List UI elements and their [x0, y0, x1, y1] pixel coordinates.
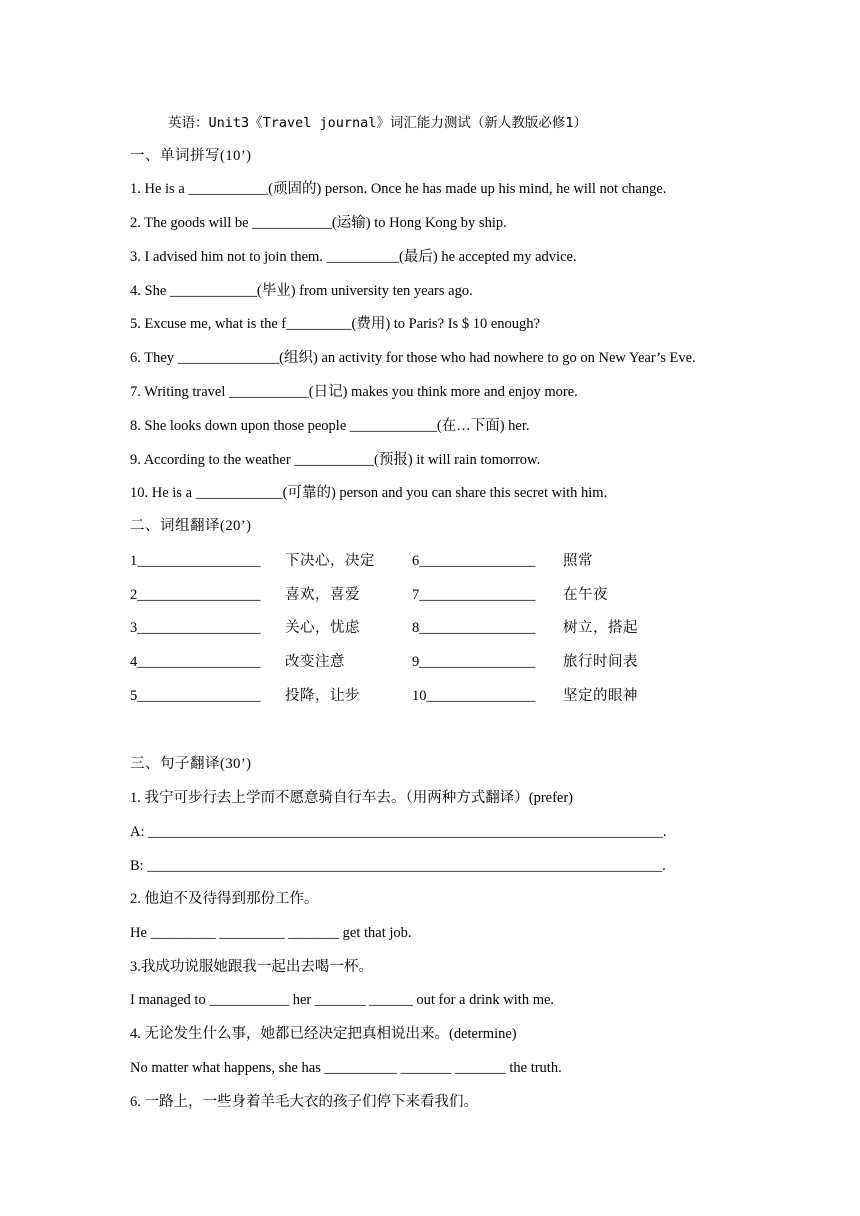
- phrase-meaning-left: 喜欢，喜爱: [285, 587, 360, 603]
- phrase-meaning-left: 关心，忧虑: [285, 620, 360, 636]
- phrase-blank-left: 1_________________: [130, 553, 261, 569]
- answer-line-a: A: _______________________________________________________________________.: [130, 824, 667, 840]
- sentence-answer: He _________ _________ _______ get that job.: [130, 925, 412, 941]
- answer-line-b: B: _______________________________________________________________________.: [130, 858, 666, 874]
- spelling-item: 9. According to the weather ___________(预报) it will rain tomorrow.: [130, 452, 541, 468]
- phrase-meaning-left: 投降，让步: [285, 688, 360, 704]
- phrase-meaning-right: 在午夜: [563, 587, 608, 603]
- sentence-prompt: 6. 一路上，一些身着羊毛大衣的孩子们停下来看我们。: [130, 1094, 478, 1110]
- spelling-item: 5. Excuse me, what is the f_________(费用) to Paris? Is $ 10 enough?: [130, 316, 540, 332]
- section2-heading: 二、词组翻译(20’): [130, 518, 252, 534]
- phrase-meaning-left: 下决心，决定: [285, 553, 375, 569]
- phrase-meaning-right: 树立，搭起: [563, 620, 638, 636]
- phrase-blank-left: 5_________________: [130, 688, 261, 704]
- document-title: 英语：Unit3《Travel journal》词汇能力测试（新人教版必修1）: [168, 115, 588, 131]
- phrase-blank-right: 7________________: [412, 587, 536, 603]
- section3-heading: 三、句子翻译(30’): [130, 756, 252, 772]
- phrase-blank-left: 2_________________: [130, 587, 261, 603]
- phrase-meaning-right: 坚定的眼神: [563, 688, 638, 704]
- sentence-answer: I managed to ___________ her _______ ______ out for a drink with me.: [130, 992, 555, 1008]
- phrase-blank-left: 4_________________: [130, 654, 261, 670]
- phrase-meaning-left: 改变注意: [285, 654, 345, 670]
- section1-heading: 一、单词拼写(10’): [130, 148, 252, 164]
- sentence-answer: No matter what happens, she has __________ _______ _______ the truth.: [130, 1060, 562, 1076]
- spelling-item: 8. She looks down upon those people ____________(在…下面) her.: [130, 418, 530, 434]
- spelling-item: 6. They ______________(组织) an activity for those who had nowhere to go on New Year’s Eve.: [130, 350, 696, 366]
- spelling-item: 4. She ____________(毕业) from university ten years ago.: [130, 283, 473, 299]
- spelling-item: 2. The goods will be ___________(运输) to Hong Kong by ship.: [130, 215, 507, 231]
- phrase-meaning-right: 旅行时间表: [563, 654, 638, 670]
- spelling-item: 7. Writing travel ___________(日记) makes you think more and enjoy more.: [130, 384, 578, 400]
- phrase-blank-right: 8________________: [412, 620, 536, 636]
- phrase-blank-right: 6________________: [412, 553, 536, 569]
- phrase-blank-left: 3_________________: [130, 620, 261, 636]
- phrase-blank-right: 9________________: [412, 654, 536, 670]
- sentence-prompt: 4. 无论发生什么事，她都已经决定把真相说出来。(determine): [130, 1026, 517, 1042]
- spelling-item: 3. I advised him not to join them. __________(最后) he accepted my advice.: [130, 249, 577, 265]
- spelling-item: 10. He is a ____________(可靠的) person and you can share this secret with him.: [130, 485, 608, 501]
- phrase-blank-right: 10_______________: [412, 688, 536, 704]
- sentence-prompt: 1. 我宁可步行去上学而不愿意骑自行车去。（用两种方式翻译）(prefer): [130, 790, 574, 806]
- phrase-meaning-right: 照常: [563, 553, 593, 569]
- spelling-item: 1. He is a ___________(顽固的) person. Once he has made up his mind, he will not change.: [130, 181, 667, 197]
- sentence-prompt: 3.我成功说服她跟我一起出去喝一杯。: [130, 959, 373, 975]
- sentence-prompt: 2. 他迫不及待得到那份工作。: [130, 891, 319, 907]
